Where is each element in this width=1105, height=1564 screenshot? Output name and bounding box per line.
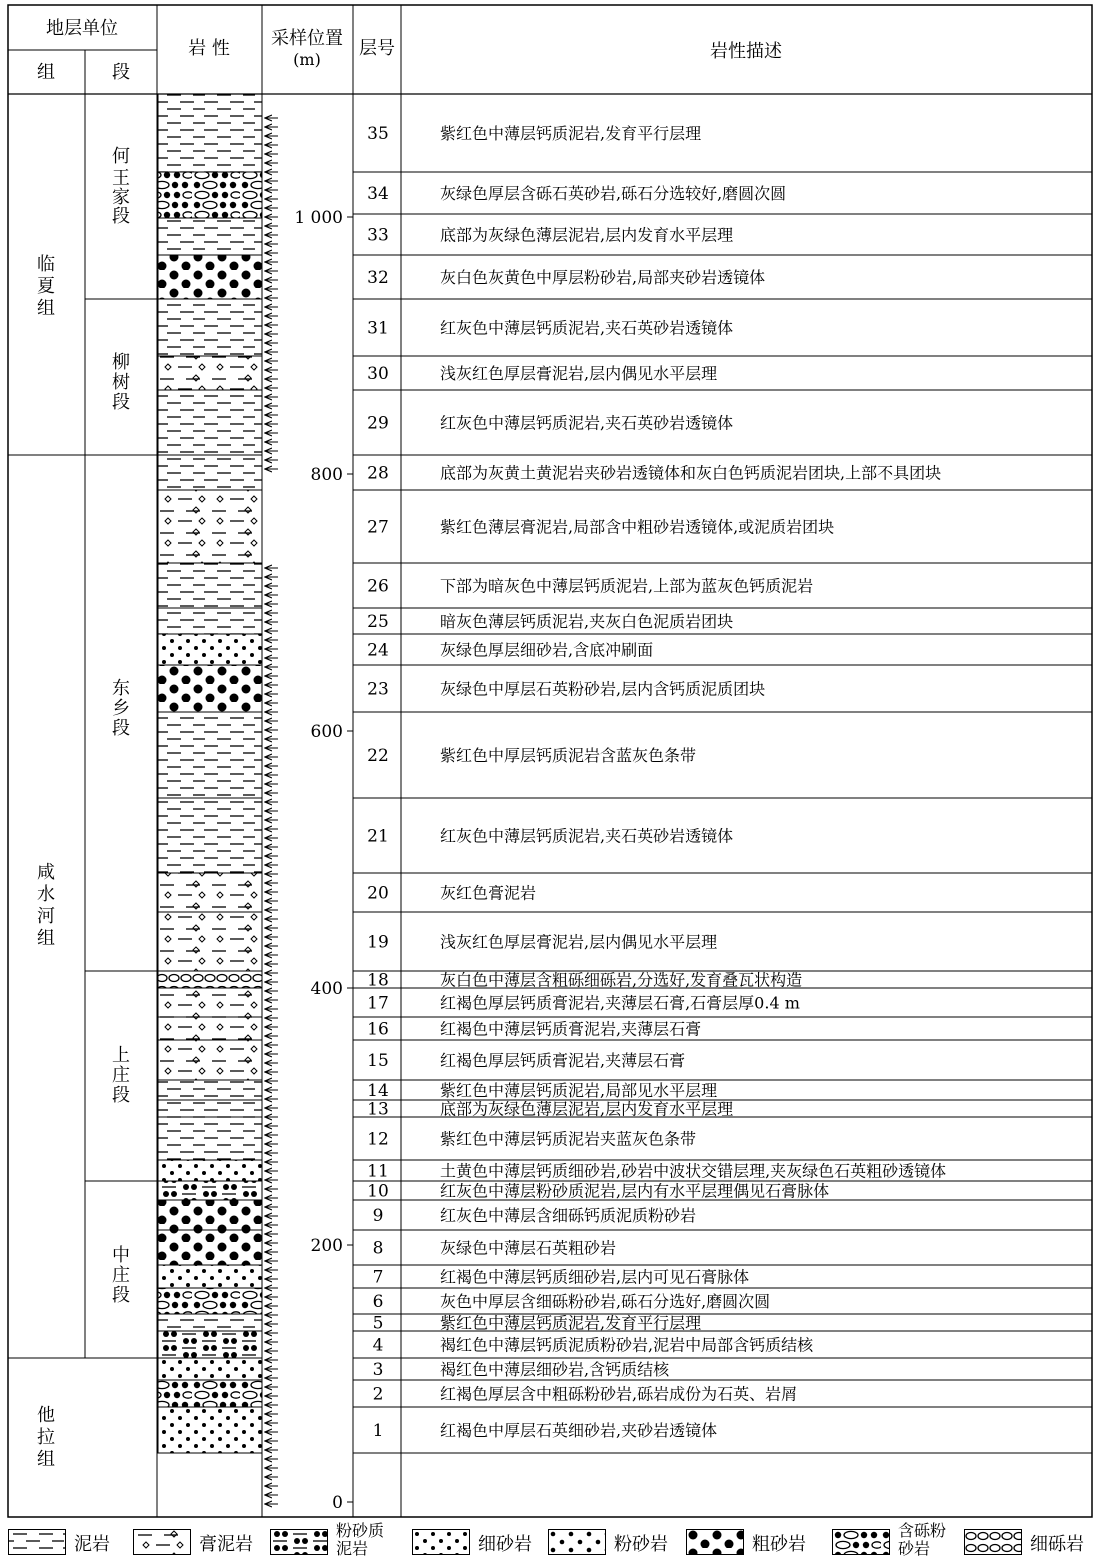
member-name-char: 段: [112, 206, 130, 227]
legend-label: 粉砂岩: [614, 1534, 668, 1555]
layer-number: 24: [367, 640, 389, 661]
lithology-bed: [158, 608, 262, 634]
layer-description: 红灰色中薄层钙质泥岩,夹石英砂岩透镜体: [440, 826, 734, 846]
header-member: 段: [112, 62, 130, 83]
layer-number: 7: [372, 1267, 384, 1288]
member-name-char: 何: [112, 146, 130, 167]
formation-name-char: 组: [37, 928, 55, 949]
lithology-bed: [158, 1331, 262, 1358]
legend-label-line: 粉砂质: [336, 1521, 385, 1540]
sample-arrows: [265, 118, 278, 1504]
layer-description: 红灰色中薄层粉砂质泥岩,层内有水平层理偶见石膏脉体: [440, 1181, 830, 1201]
layer-description: 灰绿色厚层细砂岩,含底冲刷面: [440, 640, 654, 660]
formation-name-char: 咸: [37, 862, 55, 883]
formation-name-char: 临: [37, 254, 55, 275]
layer-description: 褐红色中薄层钙质泥质粉砂岩,泥岩中局部含钙质结核: [440, 1335, 814, 1355]
legend-swatch: [270, 1529, 328, 1555]
layer-number: 6: [372, 1292, 384, 1312]
layer-number: 22: [367, 746, 389, 766]
member-name-char: 庄: [112, 1265, 130, 1286]
layer-description: 红褐色厚层钙质膏泥岩,夹薄层石膏,石膏层厚0.4 m: [440, 993, 800, 1013]
member-name: [112, 146, 130, 227]
header-stratigraphic-unit: 地层单位: [46, 18, 118, 39]
legend-label: 粗砂岩: [752, 1534, 806, 1555]
layer-number: 3: [372, 1360, 384, 1380]
layer-description: 紫红色中薄层钙质泥岩,发育平行层理: [440, 1313, 702, 1333]
layer-number: 16: [367, 1019, 389, 1040]
member-name-char: 柳: [112, 352, 130, 373]
layer-number: 8: [372, 1238, 384, 1259]
layer-description: 暗灰色薄层钙质泥岩,夹灰白色泥质岩团块: [440, 612, 734, 631]
lithology-bed: [158, 255, 262, 299]
legend-label: 泥岩: [74, 1534, 110, 1555]
header-description: 岩性描述: [710, 41, 782, 62]
layer-description: 红灰色中薄层钙质泥岩,夹石英砂岩透镜体: [440, 413, 734, 433]
layer-rows: [353, 94, 1092, 1517]
lithology-bed: [158, 634, 262, 665]
lithology-bed: [158, 1080, 262, 1100]
formation-name: [37, 862, 55, 949]
layer-description: 红褐色中薄层钙质膏泥岩,夹薄层石膏: [440, 1019, 702, 1039]
layer-description: 灰白色中薄层含粗砾细砾岩,分选好,发育叠瓦状构造: [440, 970, 803, 990]
legend-swatch: [548, 1529, 606, 1555]
layer-number: 5: [372, 1313, 384, 1334]
lithology-bed: [158, 1160, 262, 1181]
lithology-bed: [158, 988, 262, 1017]
member-name-char: 中: [112, 1245, 130, 1266]
lithology-bed: [158, 94, 262, 172]
layer-description: 红褐色中薄层钙质细砂岩,层内可见石膏脉体: [440, 1267, 750, 1287]
lithology-bed: [158, 356, 262, 390]
layer-number: 4: [372, 1335, 384, 1356]
layer-description: 底部为灰绿色薄层泥岩,层内发育水平层理: [440, 1099, 734, 1119]
lithology-bed: [158, 1117, 262, 1160]
legend-swatch: [832, 1529, 890, 1555]
layer-number: 33: [367, 225, 389, 246]
layer-number: 27: [367, 517, 389, 538]
layer-number: 35: [367, 124, 389, 144]
member-name-char: 庄: [112, 1065, 130, 1086]
layer-number: 21: [367, 826, 389, 847]
layer-number: 10: [367, 1181, 389, 1202]
member-name-char: 段: [112, 392, 130, 413]
lithology-bed: [158, 390, 262, 455]
member-name-char: 王: [112, 168, 130, 189]
lithology-bed: [158, 1358, 262, 1380]
lithology-bed: [158, 218, 262, 255]
lithology-bed: [158, 912, 262, 971]
member-name-char: 家: [112, 187, 130, 208]
lithology-bed: [158, 1288, 262, 1314]
member-name: [112, 1245, 130, 1306]
member-name-char: 乡: [112, 698, 130, 719]
layer-number: 26: [367, 576, 389, 597]
lithology-bed: [158, 1017, 262, 1040]
legend-swatch: [964, 1529, 1022, 1555]
depth-axis: [294, 208, 353, 1513]
lithology-bed: [158, 971, 262, 988]
layer-description: 灰红色膏泥岩: [440, 883, 537, 903]
layer-number: 15: [367, 1051, 389, 1071]
layer-description: 紫红色薄层膏泥岩,局部含中粗砂岩透镜体,或泥质岩团块: [440, 517, 835, 537]
layer-number: 11: [367, 1161, 389, 1182]
layer-description: 灰白色灰黄色中厚层粉砂岩,局部夹砂岩透镜体: [440, 268, 766, 287]
lithology-bed: [158, 1407, 262, 1453]
layer-description: 浅灰红色厚层膏泥岩,层内偶见水平层理: [440, 364, 718, 383]
layer-description: 红灰色中薄层钙质泥岩,夹石英砂岩透镜体: [440, 318, 734, 338]
layer-description: 灰绿色厚层含砾石英砂岩,砾石分选较好,磨圆次圆: [440, 184, 787, 203]
legend-label: 细砂岩: [478, 1534, 532, 1555]
layer-description: 底部为灰绿色薄层泥岩,层内发育水平层理: [440, 225, 734, 245]
layer-number: 31: [367, 318, 389, 339]
lithology-bed: [158, 665, 262, 712]
member-name-char: 段: [112, 1085, 130, 1106]
legend-swatch: [412, 1529, 470, 1555]
legend: [0, 1522, 1105, 1562]
layer-number: 14: [367, 1081, 389, 1101]
legend-swatch: [8, 1529, 66, 1555]
layer-description: 底部为灰黄土黄泥岩夹砂岩透镜体和灰白色钙质泥岩团块,上部不具团块: [440, 463, 942, 483]
formation-name-char: 组: [37, 1449, 55, 1470]
layer-description: 浅灰红色厚层膏泥岩,层内偶见水平层理: [440, 932, 718, 952]
legend-label: [336, 1522, 384, 1558]
layer-description: 紫红色中薄层钙质泥岩,局部见水平层理: [440, 1081, 718, 1100]
layer-number: 25: [367, 612, 389, 632]
formation-name-char: 夏: [37, 276, 55, 297]
layer-number: 30: [367, 364, 389, 384]
layer-description: 灰绿色中厚层石英粉砂岩,层内含钙质泥质团块: [440, 679, 766, 699]
legend-label: 细砾岩: [1030, 1534, 1084, 1555]
member-name: [112, 352, 130, 413]
formation-name-char: 他: [37, 1405, 55, 1426]
layer-number: 29: [367, 413, 389, 434]
layer-description: 紫红色中厚层钙质泥岩含蓝灰色条带: [440, 746, 697, 765]
legend-label-line: 泥岩: [336, 1539, 369, 1558]
layer-number: 23: [367, 679, 389, 700]
axis-tick-label: 800: [310, 465, 343, 485]
legend-label-line: 砂岩: [898, 1539, 931, 1558]
formation-name: [37, 254, 55, 319]
layer-number: 1: [372, 1421, 384, 1441]
lithology-bed: [158, 873, 262, 912]
legend-label-line: 含砾粉: [898, 1521, 947, 1540]
member-name-char: 上: [112, 1045, 130, 1066]
legend-label: [898, 1522, 946, 1558]
header-layer-number: 层号: [359, 38, 395, 59]
lithology-bed: [158, 563, 262, 608]
lithology-bed: [158, 1100, 262, 1117]
layer-description: 红褐色厚层含中粗砾粉砂岩,砾岩成份为石英、岩屑: [440, 1384, 798, 1404]
lithology-bed: [158, 172, 262, 218]
lithology-column: [158, 94, 262, 1453]
formation-name-char: 拉: [37, 1427, 55, 1448]
lithology-bed: [158, 712, 262, 798]
header-sampling-unit: (m): [293, 50, 321, 69]
layer-number: 9: [372, 1206, 384, 1226]
layer-number: 19: [367, 932, 389, 953]
layer-number: 17: [367, 993, 389, 1014]
formation-name-char: 水: [37, 884, 55, 905]
member-name-char: 东: [112, 678, 130, 699]
formation-name: [37, 1405, 55, 1470]
axis-tick-label: 400: [310, 979, 343, 999]
layer-number: 32: [367, 268, 389, 288]
header-formation: 组: [37, 62, 55, 83]
layer-number: 20: [367, 883, 389, 904]
lithology-bed: [158, 299, 262, 356]
legend-swatch: [686, 1529, 744, 1555]
member-name-char: 段: [112, 1285, 130, 1306]
layer-number: 28: [367, 463, 389, 484]
axis-tick-label: 1 000: [294, 208, 343, 228]
layer-number: 13: [367, 1099, 389, 1120]
lithology-bed: [158, 490, 262, 563]
lithology-bed: [158, 1040, 262, 1080]
member-name-char: 段: [112, 718, 130, 739]
axis-tick-label: 600: [310, 722, 343, 742]
axis-tick-label: 0: [332, 1493, 343, 1513]
layer-number: 12: [367, 1129, 389, 1150]
layer-description: 紫红色中薄层钙质泥岩,发育平行层理: [440, 124, 702, 143]
layer-description: 红褐色中厚层石英细砂岩,夹砂岩透镜体: [440, 1421, 718, 1440]
lithology-bed: [158, 1181, 262, 1200]
lithology-bed: [158, 1314, 262, 1331]
lithology-bed: [158, 1380, 262, 1407]
header-sampling-position: 采样位置: [271, 28, 343, 49]
lithology-bed: [158, 1265, 262, 1288]
layer-description: 灰绿色中薄层石英粗砂岩: [440, 1238, 617, 1258]
formation-name-char: 河: [37, 906, 55, 927]
layer-description: 褐红色中薄层细砂岩,含钙质结核: [440, 1360, 670, 1379]
lithology-bed: [158, 1200, 262, 1230]
axis-tick-label: 200: [310, 1236, 343, 1256]
lithology-bed: [158, 798, 262, 873]
layer-number: 2: [372, 1384, 384, 1405]
layer-description: 红灰色中薄层含细砾钙质泥质粉砂岩: [440, 1206, 697, 1225]
header-lithology: 岩 性: [188, 38, 230, 59]
lithology-bed: [158, 1230, 262, 1265]
layer-description: 红褐色厚层钙质膏泥岩,夹薄层石膏: [440, 1051, 686, 1070]
formation-name-char: 组: [37, 298, 55, 319]
layer-number: 18: [367, 970, 389, 991]
layer-description: 紫红色中薄层钙质泥岩夹蓝灰色条带: [440, 1129, 697, 1149]
layer-number: 34: [367, 184, 389, 204]
layer-description: 下部为暗灰色中薄层钙质泥岩,上部为蓝灰色钙质泥岩: [440, 576, 814, 596]
layer-description: 灰色中厚层含细砾粉砂岩,砾石分选好,磨圆次圆: [440, 1292, 771, 1311]
legend-label: 膏泥岩: [199, 1534, 253, 1555]
member-name-char: 树: [112, 372, 130, 393]
lithology-bed: [158, 455, 262, 490]
layer-description: 土黄色中薄层钙质细砂岩,砂岩中波状交错层理,夹灰绿色石英粗砂透镜体: [440, 1161, 947, 1181]
legend-swatch: [133, 1529, 191, 1555]
member-name: [112, 1045, 130, 1106]
member-name: [112, 678, 130, 739]
